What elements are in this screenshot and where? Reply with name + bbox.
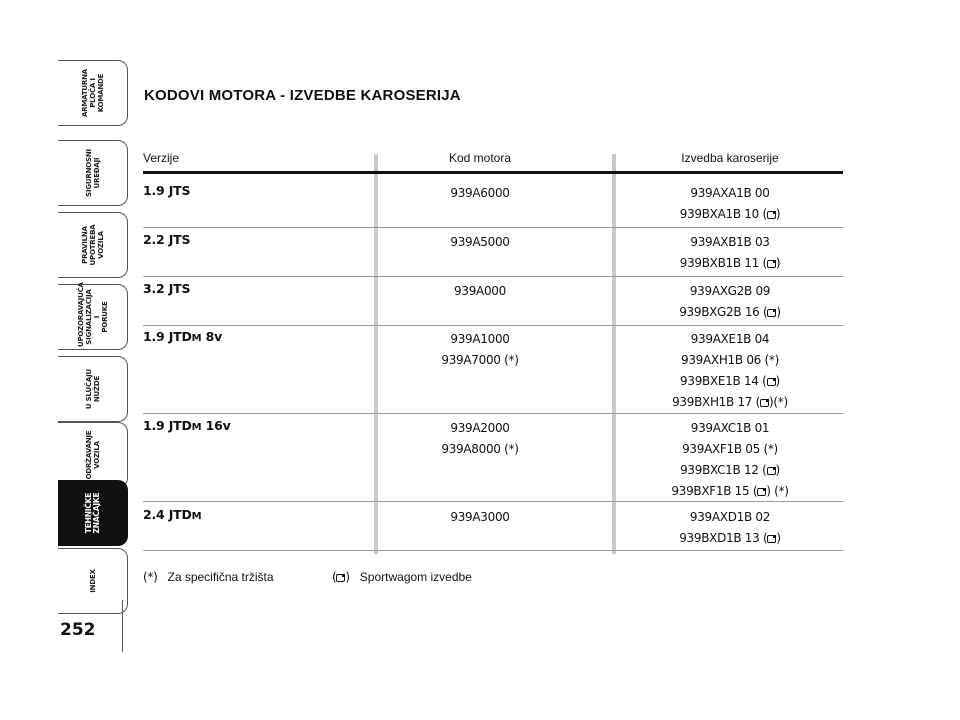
footnote-specific-markets: (*) Za specifična tržišta [143,570,274,584]
version-cell: 1.9 JTS [143,183,191,198]
sportwagon-icon [767,260,776,268]
version-cell: 3.2 JTS [143,281,191,296]
version-cell: 1.9 JTDM 16v [143,418,231,433]
header-kod-motora: Kod motora [448,151,512,165]
body-type-cell: 939AXD1B 02 939BXD1B 13 ( ) [679,510,781,545]
body-type-cell: 939AXB1B 03 939BXB1B 11 ( ) [679,235,781,270]
engine-code-cell: 939A2000 939A8000 (*) [441,421,519,456]
header-izvedba-karoserije: Izvedba karoserije [681,151,779,165]
sportwagon-icon [336,574,345,582]
header-verzije: Verzije [143,151,180,165]
version-cell: 2.4 JTDM [143,507,202,522]
sportwagon-icon [767,467,776,475]
body-type-cell: 939AXC1B 01 939AXF1B 05 (*) 939BXC1B 12 ( ) 939BXF1B 15 ( ) (*) [671,421,789,498]
engine-code-cell: 939A3000 [450,510,510,524]
footnote-sportwagon: ( ) Sportwagom izvedbe [332,570,472,584]
tab-armaturna-ploca[interactable]: ARMATURNA PLOČA I KOMANDE [58,60,128,126]
tab-u-slucaju-nuzde[interactable]: U SLUČAJU NUŽDE [58,356,128,422]
sportwagon-icon [767,378,776,386]
column-divider [374,154,378,554]
tab-upozoravajuca-signalizacija[interactable]: UPOZORAVAJUĆA SIGNALIZACIJA I PORUKE [58,284,128,350]
tab-pravilna-upotreba[interactable]: PRAVILNA UPOTREBA VOZILA [58,212,128,278]
tab-tehnicke-znacajke[interactable]: TEHNIČKE ZNAČAJKE [58,480,128,546]
row-separator [143,413,843,414]
side-tab-nav [58,60,128,620]
body-type-cell: 939AXE1B 04 939AXH1B 06 (*) 939BXE1B 14 ( ) 939BXH1B 17 ( )(*) [672,332,788,409]
sportwagon-icon [757,488,766,496]
header-rule [143,171,843,174]
engine-code-cell: 939A5000 [450,235,510,249]
row-separator [143,276,843,277]
row-separator [143,325,843,326]
engine-code-cell: 939A1000 939A7000 (*) [441,332,519,367]
row-separator [143,550,843,551]
sportwagon-icon [767,535,776,543]
row-separator [143,501,843,502]
engine-code-cell: 939A6000 [450,186,510,200]
row-separator [143,227,843,228]
version-cell: 1.9 JTDM 8v [143,329,223,344]
page-number: 252 [60,620,96,640]
tab-odrzavanje-vozila[interactable]: ODRŽAVANJE VOZILA [58,422,128,488]
tab-sigurnosni-uredaji[interactable]: SIGURNOSNI UREĐAJI [58,140,128,206]
body-type-cell: 939AXA1B 00 939BXA1B 10 ( ) [679,186,781,221]
column-divider [612,154,616,554]
body-type-cell: 939AXG2B 09 939BXG2B 16 ( ) [679,284,781,319]
sportwagon-icon [767,309,776,317]
nav-edge-line [122,600,123,652]
engine-code-cell: 939A000 [454,284,506,298]
page-title: KODOVI MOTORA - IZVEDBE KAROSERIJA [144,87,461,104]
sportwagon-icon [760,399,769,407]
tab-index[interactable]: INDEX [58,548,128,614]
version-cell: 2.2 JTS [143,232,191,247]
sportwagon-icon [767,211,776,219]
